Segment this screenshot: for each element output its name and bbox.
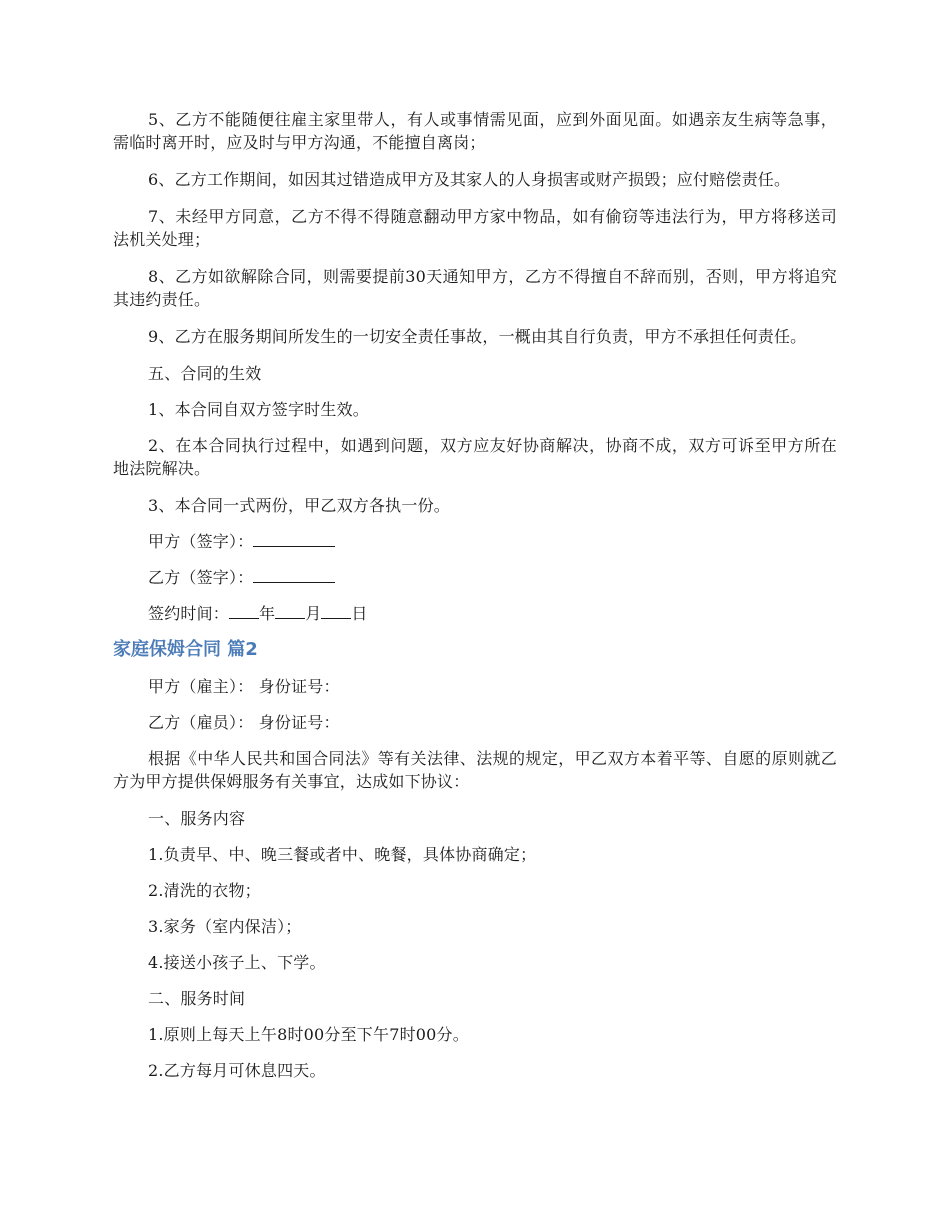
signature-line-party-b: [113, 566, 837, 589]
service-item-1: 1.负责早、中、晚三餐或者中、晚餐，具体协商确定；: [148, 845, 537, 864]
service-time-heading: 二、服务时间: [148, 989, 246, 1008]
signing-date-label: 签约时间：: [148, 604, 230, 623]
year-blank: [229, 603, 259, 619]
document-body: [113, 108, 837, 1095]
effect-clause-2: 2、在本合同执行过程中，如遇到问题，双方应友好协商解决，协商不成，双方可诉至甲方所在地法院解决。: [113, 436, 837, 478]
clause-5: 5、乙方不能随便往雇主家里带人，有人或事情需见面，应到外面见面。如遇亲友生病等急事，需临时离开时，应及时与甲方沟通，不能擅自离岗；: [113, 110, 837, 152]
clause-9: 9、乙方在服务期间所发生的一切安全责任事故，一概由其自行负责，甲方不承担任何责任。: [148, 327, 807, 346]
service-item-3: 3.家务（室内保洁）；: [148, 917, 302, 936]
signature-label-party-b: 乙方（签字）：: [148, 568, 254, 587]
clause-7: 7、未经甲方同意，乙方不得不得随意翻动甲方家中物品，如有偷窃等违法行为，甲方将移送司法机关处理；: [113, 207, 837, 249]
contract-heading: 家庭保姆合同 篇2: [113, 639, 258, 660]
signature-blank-party-b: [253, 567, 335, 583]
party-b-id-line: 乙方（雇员）： 身份证号：: [148, 713, 340, 732]
signing-date-line: [113, 602, 837, 625]
party-a-id-line: 甲方（雇主）： 身份证号：: [148, 677, 340, 696]
signature-line-party-a: [113, 530, 837, 553]
service-time-item-1: 1.原则上每天上午8时00分至下午7时00分。: [148, 1025, 469, 1044]
effect-clause-3: 3、本合同一式两份，甲乙双方各执一份。: [148, 496, 450, 515]
service-item-2: 2.清洗的衣物；: [148, 881, 261, 900]
day-blank: [321, 603, 351, 619]
clause-8: 8、乙方如欲解除合同，则需要提前30天通知甲方，乙方不得擅自不辞而别，否则，甲方将追究其违约责任。: [113, 267, 837, 309]
month-blank: [275, 603, 305, 619]
month-label: 月: [305, 604, 322, 623]
year-label: 年: [259, 604, 276, 623]
signature-label-party-a: 甲方（签字）：: [148, 532, 254, 551]
clause-6: 6、乙方工作期间，如因其过错造成甲方及其家人的人身损害或财产损毁；应付赔偿责任。: [148, 170, 791, 189]
preamble: 根据《中华人民共和国合同法》等有关法律、法规的规定，甲乙双方本着平等、自愿的原则就乙方为甲方提供保姆服务有关事宜，达成如下协议：: [113, 749, 837, 791]
section-heading-effect: 五、合同的生效: [148, 364, 262, 383]
service-item-4: 4.接送小孩子上、下学。: [148, 953, 326, 972]
effect-clause-1: 1、本合同自双方签字时生效。: [148, 400, 369, 419]
day-label: 日: [351, 604, 368, 623]
service-content-heading: 一、服务内容: [148, 809, 246, 828]
signature-blank-party-a: [253, 531, 335, 547]
service-time-item-2: 2.乙方每月可休息四天。: [148, 1061, 326, 1080]
